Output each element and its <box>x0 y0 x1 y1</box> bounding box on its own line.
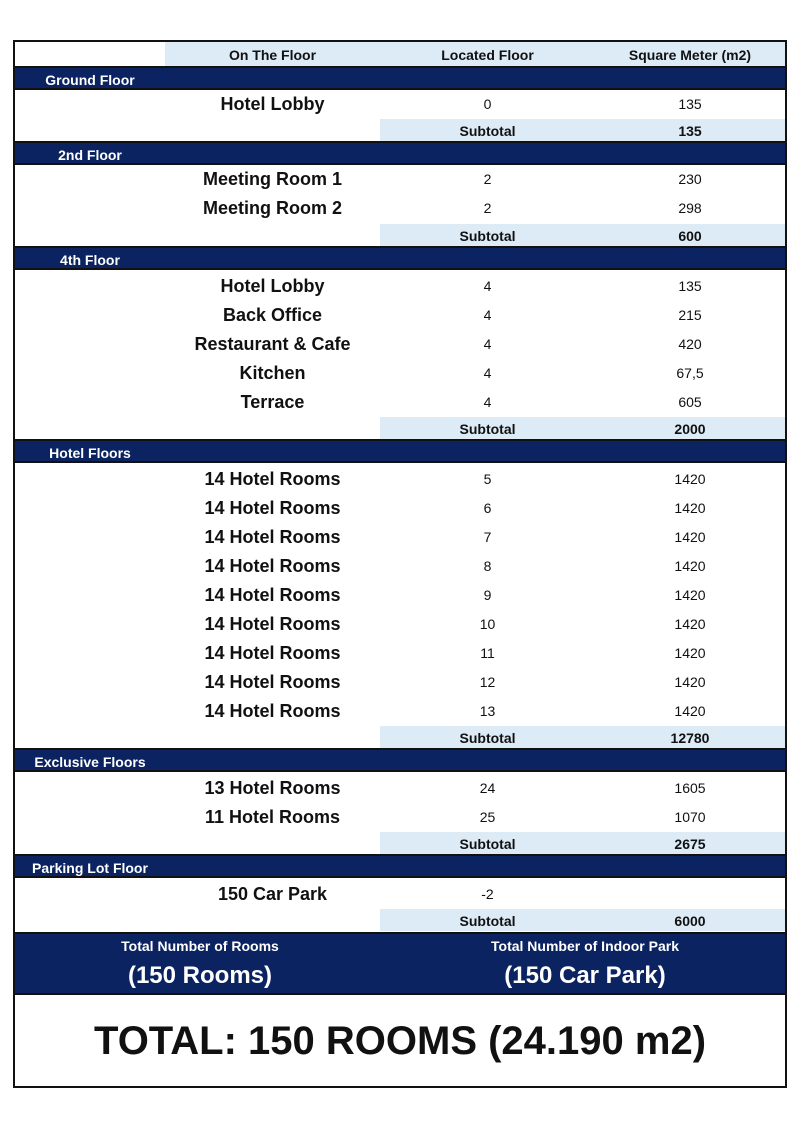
room-name: 13 Hotel Rooms <box>204 778 341 798</box>
floor-number: 4 <box>483 278 492 294</box>
table-row <box>15 880 785 909</box>
rooms-summary-label: Total Number of Rooms <box>121 938 279 954</box>
rooms-summary-value: (150 Rooms) <box>127 962 273 989</box>
table-row <box>15 581 785 610</box>
room-name: 14 Hotel Rooms <box>204 701 341 721</box>
room-name: 14 Hotel Rooms <box>204 527 341 547</box>
room-name: Meeting Room 2 <box>202 198 342 218</box>
room-name: Restaurant & Cafe <box>194 334 351 354</box>
floor-number: 4 <box>483 365 492 381</box>
floor-number: 10 <box>479 616 496 632</box>
floor-area-sheet <box>13 40 787 1088</box>
subtotal-label: Subtotal <box>459 228 516 244</box>
floor-number: -2 <box>481 886 494 902</box>
table-row <box>15 465 785 494</box>
subtotal-value: 135 <box>678 123 702 139</box>
grand-total-text: TOTAL: 150 ROOMS (24.190 m2) <box>93 1019 707 1063</box>
table-row <box>15 301 785 330</box>
floor-number: 25 <box>479 809 496 825</box>
subtotal-value: 12780 <box>670 730 710 746</box>
header-square-meter: Square Meter (m2) <box>595 42 785 66</box>
section-header <box>15 439 785 463</box>
floor-number: 0 <box>483 96 492 112</box>
rooms-summary <box>15 934 385 990</box>
subtotal-row <box>15 417 785 439</box>
section-header <box>15 66 785 90</box>
subtotal-row <box>15 726 785 748</box>
room-name: 150 Car Park <box>217 884 328 904</box>
header-located-floor: Located Floor <box>380 42 595 66</box>
square-meter: 1420 <box>674 645 706 661</box>
room-name: 14 Hotel Rooms <box>204 643 341 663</box>
room-name: 14 Hotel Rooms <box>204 498 341 518</box>
floor-number: 6 <box>483 500 492 516</box>
subtotal-label: Subtotal <box>459 421 516 437</box>
section-title: Parking Lot Floor <box>32 860 148 876</box>
floor-number: 2 <box>483 171 492 187</box>
square-meter: 298 <box>678 200 702 216</box>
floor-number: 8 <box>483 558 492 574</box>
section-header <box>15 854 785 878</box>
section-header <box>15 246 785 270</box>
table-row <box>15 165 785 194</box>
square-meter: 230 <box>678 171 702 187</box>
subtotal-row <box>15 119 785 141</box>
square-meter: 215 <box>678 307 702 323</box>
room-name: Hotel Lobby <box>220 94 325 114</box>
table-row <box>15 803 785 832</box>
floor-number: 11 <box>480 645 495 661</box>
floor-number: 4 <box>483 394 492 410</box>
table-row <box>15 523 785 552</box>
square-meter: 1420 <box>674 529 706 545</box>
section-title: 4th Floor <box>60 252 120 268</box>
square-meter: 1070 <box>674 809 706 825</box>
subtotal-value: 6000 <box>674 913 706 929</box>
summary-band <box>15 932 785 995</box>
floor-number: 13 <box>479 703 496 719</box>
square-meter: 1420 <box>674 703 706 719</box>
table-row <box>15 272 785 301</box>
subtotal-value: 2000 <box>674 421 706 437</box>
subtotal-value: 600 <box>678 228 702 244</box>
room-name: 14 Hotel Rooms <box>204 469 341 489</box>
room-name: 14 Hotel Rooms <box>204 672 341 692</box>
section-title: Hotel Floors <box>49 445 131 461</box>
room-name: Terrace <box>240 392 305 412</box>
room-name: 14 Hotel Rooms <box>204 614 341 634</box>
table-header <box>15 42 785 66</box>
room-name: Back Office <box>222 305 323 325</box>
table-row <box>15 774 785 803</box>
square-meter: 1420 <box>674 500 706 516</box>
table-row <box>15 668 785 697</box>
subtotal-row <box>15 909 785 931</box>
parking-summary-value: (150 Car Park) <box>504 962 666 989</box>
table-row <box>15 494 785 523</box>
floor-number: 4 <box>483 336 492 352</box>
section-title: Exclusive Floors <box>34 754 146 770</box>
square-meter: 1420 <box>674 674 706 690</box>
subtotal-row <box>15 224 785 246</box>
section-header <box>15 141 785 165</box>
table-row <box>15 194 785 223</box>
table-row <box>15 610 785 639</box>
parking-summary <box>400 934 770 990</box>
table-row <box>15 90 785 119</box>
subtotal-row <box>15 832 785 854</box>
subtotal-label: Subtotal <box>459 913 516 929</box>
section-title: 2nd Floor <box>58 147 122 163</box>
floor-number: 9 <box>483 587 492 603</box>
floor-number: 2 <box>483 200 492 216</box>
square-meter: 1420 <box>674 587 706 603</box>
subtotal-value: 2675 <box>674 836 706 852</box>
square-meter: 1420 <box>674 558 706 574</box>
floor-number: 4 <box>483 307 492 323</box>
table-row <box>15 552 785 581</box>
parking-summary-label: Total Number of Indoor Park <box>491 938 679 954</box>
square-meter: 135 <box>678 278 702 294</box>
square-meter: 605 <box>678 394 702 410</box>
floor-number: 7 <box>483 529 492 545</box>
table-row <box>15 388 785 417</box>
header-on-the-floor: On The Floor <box>165 42 380 66</box>
square-meter: 1605 <box>674 780 706 796</box>
room-name: 14 Hotel Rooms <box>204 585 341 605</box>
square-meter: 1420 <box>674 616 706 632</box>
room-name: Hotel Lobby <box>220 276 325 296</box>
grand-total <box>15 995 785 1088</box>
square-meter: 135 <box>678 96 702 112</box>
table-row <box>15 639 785 668</box>
section-title: Ground Floor <box>45 72 135 88</box>
table-row <box>15 330 785 359</box>
section-header <box>15 748 785 772</box>
square-meter: 1420 <box>674 471 706 487</box>
room-name: 11 Hotel Rooms <box>204 807 341 827</box>
table-row <box>15 697 785 726</box>
subtotal-label: Subtotal <box>459 730 516 746</box>
room-name: 14 Hotel Rooms <box>204 556 341 576</box>
floor-number: 5 <box>483 471 492 487</box>
room-name: Kitchen <box>239 363 306 383</box>
room-name: Meeting Room 1 <box>202 169 342 189</box>
subtotal-label: Subtotal <box>459 123 516 139</box>
subtotal-label: Subtotal <box>459 836 516 852</box>
table-row <box>15 359 785 388</box>
floor-number: 24 <box>479 780 496 796</box>
square-meter: 420 <box>678 336 702 352</box>
floor-number: 12 <box>479 674 496 690</box>
square-meter: 67,5 <box>676 365 704 381</box>
